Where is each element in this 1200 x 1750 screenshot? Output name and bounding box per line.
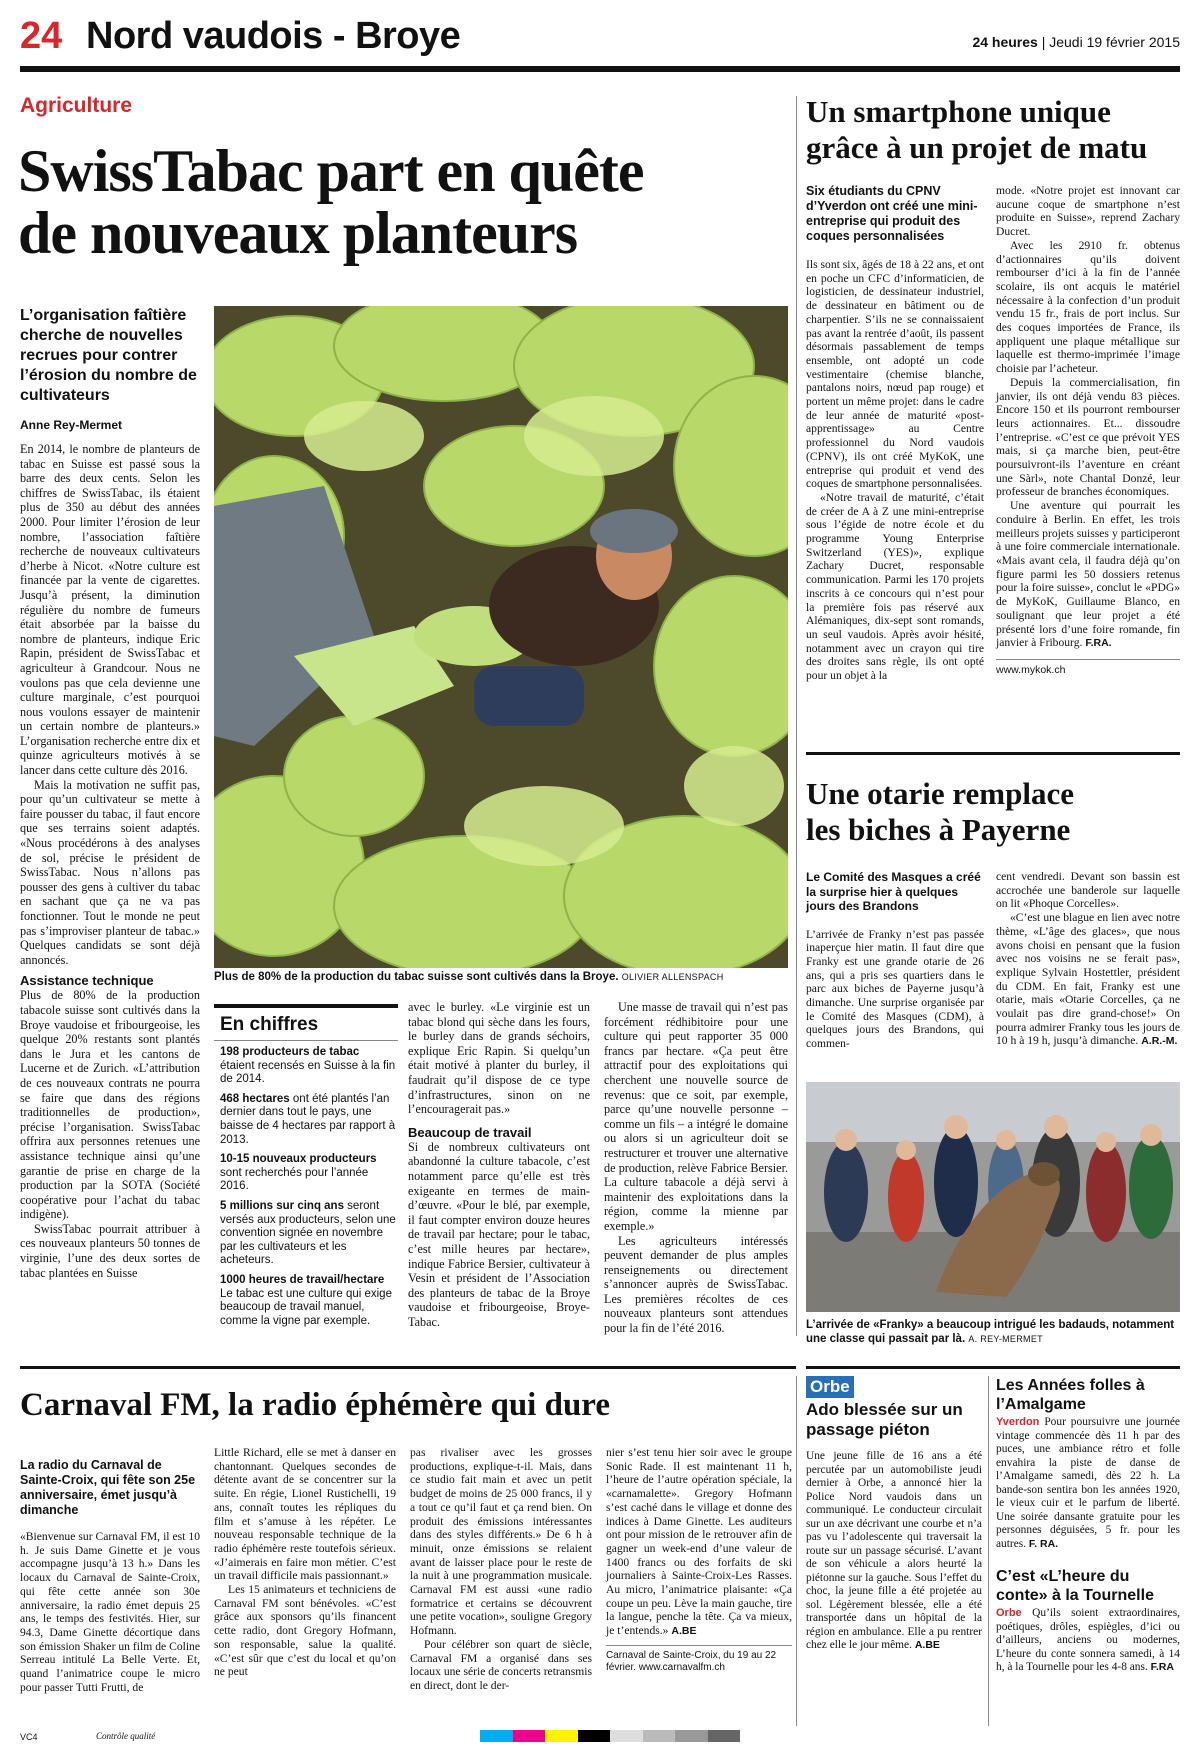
en-chiffres-title: En chiffres xyxy=(220,1014,319,1035)
article-paragraph xyxy=(996,1607,1180,1675)
signature: A.BE xyxy=(914,1639,940,1651)
headline-line-2: de nouveaux planteurs xyxy=(18,200,578,266)
otarie-caption xyxy=(806,1318,1180,1346)
en-chiffres-item xyxy=(220,1200,396,1268)
smartphone-url[interactable]: www.mykok.ch xyxy=(996,663,1066,676)
signature: F.RA xyxy=(1150,1661,1174,1673)
article-author: Anne Rey-Mermet xyxy=(20,418,123,432)
paragraph-text: Qu’ils soient extraordinaires, poétiques, drôles, espiègles, d’ici ou d’ailleurs, anciens ou modernes, L’heure du conte sonnera samedi, à 14 h, à la Tournelle pour les 4-8 ans. xyxy=(996,1607,1180,1673)
article-paragraph xyxy=(996,911,1180,1049)
en-chiffres-text: sont recherchés pour l’année 2016. xyxy=(220,1166,369,1193)
smartphone-lead: Six étudiants du CPNV d’Yverdon ont créé une mini-entreprise qui produit des coques personnalisées xyxy=(806,184,978,243)
photo-caption-text: Plus de 80% de la production du tabac suisse sont cultivés dans la Broye. xyxy=(214,971,619,983)
paragraph-text: Pour poursuivre une journée vintage commencée dès 11 h par des puces, une ambiance rétro et folle envahira la piste de danse de l’Amalgame samedi, dès 22 h. La bande-son sentira bon les années 1920, le vieux cuir et le parfum de liberté. Une soirée dansante gratuite pour les personnes déguisées, 5 fr. pour les autres. xyxy=(996,1416,1180,1550)
en-chiffres-figure: 10-15 nouveaux producteurs xyxy=(220,1153,377,1166)
otarie-photo-illustration xyxy=(806,1082,1180,1312)
en-chiffres-item xyxy=(220,1153,396,1194)
url-rule xyxy=(996,659,1180,660)
info-rule xyxy=(606,1645,792,1646)
article-paragraph: pas rivaliser avec les grosses productions, explique-t-il. Mais, dans ce studio fait main et avec un petit budget de moins de 25 000 francs, il y a tout ce qu’il faut et ça rend bien. On produit des émissions intéressantes dans des styles différents.» De 6 h à minuit, onze émissions se relaient avant de laisser place pour le reste de la nuit à une programmation musicale. Carnaval FM est aussi «une radio formatrice et certains se découvrent une petite vocation», souligne Gregory Hofmann. xyxy=(410,1446,592,1638)
swatch xyxy=(610,1730,643,1742)
smartphone-col-1 xyxy=(806,184,984,683)
en-chiffres-figure: 5 millions sur cinq ans xyxy=(220,1199,344,1212)
otarie-photo xyxy=(806,1082,1180,1312)
signature: F.RA. xyxy=(1085,637,1112,650)
masthead-section: Nord vaudois - Broye xyxy=(86,15,461,57)
article-paragraph: L’arrivée de Franky n’est pas passée inaperçue hier matin. Il faut dire que Franky est une grande otarie de 26 ans, qui a pris ses quartiers dans le parc aux biches de Payerne jusqu’à dimanche. Une surprise organisée par le Comité des Masques (CDM), à quelques jours des Brandons, qui commen- xyxy=(806,927,984,1051)
carnaval-col-4 xyxy=(606,1446,792,1675)
separator: | xyxy=(1041,34,1050,50)
article-paragraph: Depuis la commercialisation, fin janvier, ils ont déjà vendu 83 pièces. Encore 150 et ils pourront rembourser leurs actionnaires. Et... dissoudre l’entreprise. «C’est ce que prévoit YES mais, si ça marche bien, peut-être poursuivront-ils l’aventure en créant une Sàrl», note Chantal Donzé, leur professeur de branches économiques. xyxy=(996,375,1180,499)
paper-name: 24 heures xyxy=(972,34,1038,50)
en-chiffres-figure: 468 hectares xyxy=(220,1092,290,1105)
article-paragraph: Ils sont six, âgés de 18 à 22 ans, et ont en poche un CFC d’informaticien, de logisticien, de dessinateur industriel, de dessinateur en bâtiment ou de charpentier. S’ils ne se connaissaient pas avant la rentrée d’août, ils passent désormais passablement de temps ensemble, ont adopté un code vestimentaire (chemise blanche, pantalons noirs, nœud pap rouge) et portent un même projet: dans le cadre de leur année de maturité «post-apprentissage» au Centre professionnel du Nord vaudois (CPNV), ils ont créé MyKoK, une entreprise qui produit et vend des coques de smartphone personnalisées. xyxy=(806,258,984,491)
article-subhead: Assistance technique xyxy=(20,973,154,989)
en-chiffres-box xyxy=(214,1004,398,1336)
headline-line-2: grâce à un projet de matu xyxy=(806,130,1148,165)
en-chiffres-figure: 198 producteurs de tabac xyxy=(220,1046,360,1058)
article-paragraph: cent vendredi. Devant son bassin est accrochée une banderole sur laquelle on lit «Phoque Corcelles». xyxy=(996,870,1180,911)
article-paragraph: En 2014, le nombre de planteurs de tabac en Suisse est passé sous la barre des deux cents. Selon les chiffres de SwissTabac, ils étaient plus de 350 au début des années 2000. Pour limiter l’érosion de leur nombre, l’association faîtière recherche de nouveaux cultivateurs d’herbe à Nicot. «Notre culture est financée par la vente de cigarettes. Jusqu’à présent, la diminution régulière du nombre de fumeurs était absorbée par la baisse du nombre de planteurs, indique Eric Rapin, président de SwissTabac et agriculteur à Grandcour. Nous ne voulons pas que cela devienne une culture marginale, c’est pourquoi nous voulons essayer de maintenir un certain nombre de planteurs.» L’organisation recherche entre dix et quinze agriculteurs motivés à se lancer dans cette culture dès 2016. xyxy=(20,442,200,778)
paragraph-text: «C’est une blague en lien avec notre thème, «L’âge des glaces», que nous avons choisi en pensant que la fusion avec nos voisins ne se ferait pas», explique Sylvain Hostettler, président du CDM. En fait, Franky est une otarie, mais «Otarie Corcelles, ça ne voulait pas dire grand-chose!» On pourra admirer Franky tous les jours de 10 h à 19 h, jusqu’à dimanche. xyxy=(996,911,1180,1048)
bottom-section-rule xyxy=(20,1366,796,1369)
headline-line-1: SwissTabac part en quête xyxy=(18,138,644,204)
swatch xyxy=(545,1730,578,1742)
en-chiffres-figure: 1000 heures de travail/hectare xyxy=(220,1273,385,1286)
en-chiffres-text: étaient recensés en Suisse à la fin de 2014. xyxy=(220,1059,396,1086)
page-date: Jeudi 19 février 2015 xyxy=(1049,34,1180,50)
carnaval-col-1 xyxy=(20,1458,200,1694)
article-col-1 xyxy=(20,306,200,1280)
box-top-rule xyxy=(214,1004,398,1008)
article-paragraph: Les agriculteurs intéressés peuvent demander de plus amples renseignements ou directement s’annoncer auprès de SwissTabac. Les premières récoltes de ces nouveaux planteurs sont attendues pour la fin de l’été 2016. xyxy=(604,1233,788,1336)
annees-folles-headline: Les Années folles à l’Amalgame xyxy=(996,1377,1145,1413)
article-paragraph: Little Richard, elle se met à danser en chantonnant. Quelques secondes de détente avant de se concentrer sur la suite. En régie, Lionel Rustichelli, 19 ans, connaît toutes les répliques du film et s’amuse à les répéter. Le nouveau responsable technique de la radio éphémère reste toutefois sérieux. «J’aimerais en faire mon métier. C’est un travail difficile mais passionnant.» xyxy=(214,1446,396,1583)
carnaval-info: Carnaval de Sainte-Croix, du 19 au 22 février. www.carnavalfm.ch xyxy=(606,1649,777,1674)
color-bar xyxy=(480,1730,740,1742)
footer-page: VC4 xyxy=(20,1732,38,1742)
carnaval-lead: La radio du Carnaval de Sainte-Croix, qui fête son 25e anniversaire, émet jusqu’à dimanche xyxy=(20,1458,196,1517)
swatch xyxy=(513,1730,546,1742)
column-divider xyxy=(796,96,797,1336)
otarie-col-1 xyxy=(806,870,984,1051)
headline-line-1: Un smartphone unique xyxy=(806,94,1111,129)
en-chiffres-item xyxy=(220,1093,396,1147)
paragraph-text: Une jeune fille de 16 ans a été percutée par un automobiliste jeudi dernier à Orbe, a annoncé hier la Police Nord vaudois dans un communiqué. Le conducteur circulait sur un axe décrivant une courbe et n’a pas vu l’adolescente qui traversait la route sur un passage sécurisé. L’avant de son véhicule a alors heurté la piétonne sur la gauche. Sous l’effet du choc, la jeune fille a été projetée au sol. Légèrement blessée, elle a été transportée dans un hôpital de la région en ambulance. Elle a pu rentrer chez elle le jour même. xyxy=(806,1450,982,1651)
article-paragraph: «Bienvenue sur Carnaval FM, il est 10 h. Je suis Dame Ginette et je vous accompagne jusqu’à 13 h.» Dans les locaux du Carnaval de Sainte-Croix, qui fête cette année son 30e anniversaire, la radio émet depuis 25 ans, le temps des festivités. Hier, sur 94.3, Dame Ginette décortique dans son émission Shaker un film de Coline Serreau intitulé La Belle Verte. Et, quand l’animatrice coupe le micro pour passer Tutti Frutti, de xyxy=(20,1530,200,1694)
article-paragraph: Les 15 animateurs et techniciens de Carnaval FM sont bénévoles. «C’est grâce aux sponsors qu’ils financent cette radio, dont Gregory Hofmann, son responsable, salue la qualité. «C’est sûr que c’est du local et qu’on ne peut xyxy=(214,1583,396,1679)
smartphone-headline xyxy=(806,94,1186,166)
footer-control: Contrôle qualité xyxy=(96,1731,156,1741)
bottom-section-rule-right xyxy=(806,1366,1180,1369)
article-paragraph: Si de nombreux cultivateurs ont abandonné la culture tabacole, c’est notamment parce qu’elle est très exigeante en termes de main-d’œuvre. «Pour le blé, par exemple, il faut compter environ douze heures de travail par hectare; pour le tabac, c’est mille heures par hectare», indique Fabrice Bersier, cultivateur à Vesin et président de l’Association des planteurs de tabac de la Broye vaudoise et fribourgeoise, Broye-Tabac. xyxy=(408,1139,590,1329)
otarie-caption-text: L’arrivée de «Franky» a beaucoup intrigué les badauds, notamment une classe qui passait par là. xyxy=(806,1319,1175,1345)
orbe-article xyxy=(806,1376,982,1653)
en-chiffres-text: ont été plantés l’an dernier dans tout le pays, une baisse de 4 hectares par rapport à 2013. xyxy=(220,1092,396,1146)
orbe-kicker: Orbe xyxy=(806,1376,854,1398)
otarie-credit: A. REY-MERMET xyxy=(968,1334,1043,1344)
article-col-4 xyxy=(604,1000,788,1336)
orbe-headline: Ado blessée sur un passage piéton xyxy=(806,1400,963,1439)
article-paragraph: Mais la motivation ne suffit pas, pour qu’un cultivateur se mette à faire pousser du tabac, il faut encore que ses terrains soient adaptés. «Nous procédérons à des analyses de sol, précise le président de SwissTabac. Nous n’allons pas pousser des gens à cultiver du tabac en sachant que ça ne va pas fonctionner. Tout le monde ne peut pas s’improviser planteur de tabac.» Quelques candidats se sont déjà annoncés. xyxy=(20,777,200,967)
annees-folles-article xyxy=(996,1376,1180,1675)
carnaval-col-3 xyxy=(410,1446,592,1693)
article-paragraph: «Notre travail de maturité, c’était de créer de A à Z une mini-entreprise sous l’égide de notre école et du programme Young Enterprise Switzerland (YES)», explique Zachary Ducret, responsable communication. Parmi les 170 projets inscrits à ce concours qui n’est pour la première fois pas réservé aux Alémaniques, dix-sept sont romands, un seul vaudois. Après avoir hésité, notamment avec un crayon qui tire des droites sans règle, ils ont opté pour un objet à la xyxy=(806,490,984,683)
article-paragraph xyxy=(996,499,1180,651)
article-subhead: Beaucoup de travail xyxy=(408,1124,532,1140)
photo-caption xyxy=(214,970,794,984)
heure-conte-headline: C’est «L’heure du conte» à la Tournelle xyxy=(996,1568,1154,1604)
en-chiffres-item xyxy=(220,1046,396,1087)
otarie-col-2 xyxy=(996,870,1180,1049)
en-chiffres-list xyxy=(220,1046,396,1334)
headline-line-2: les biches à Payerne xyxy=(806,812,1071,847)
article-col-3 xyxy=(408,1000,590,1329)
article-paragraph: Une masse de travail qui n’est pas forcément rédhibitoire pour une culture qui peut rapporter 35 000 francs par hectare. «Ça peut être attractif pour des exploitations qui cherchent une nouvelle source de revenus: que ce soit, par exemple, parce qu’une nouvelle personne – comme un fils – a intégré le domaine ou alors si un agriculteur doit se restructurer et trouver une alternative de production, relève Fabrice Bersier. La culture tabacole a déjà servi à maintenir des exploitations dans la région, comme la mienne par exemple.» xyxy=(604,1000,788,1233)
signature: F. RA. xyxy=(1028,1537,1059,1550)
article-paragraph: mode. «Notre projet est innovant car aucune coque de smartphone n’est produite en Suisse», reprend Zachary Ducret. xyxy=(996,184,1180,239)
swatch xyxy=(578,1730,611,1742)
paragraph-text: nier s’est tenu hier soir avec le groupe Sonic Rade. Il est maintenant 11 h, l’heure de l’autre opération spéciale, la «carnamalette». Gregory Hofmann s’est caché dans le village et donne des indices à Dame Ginette. Les auditeurs ont pour mission de le retrouver afin de gagner un week-end d’une valeur de 1400 francs ou des forfaits de ski journaliers à Sainte-Croix-Les Rasses. Au micro, l’animatrice plaisante: «Ça coupe un peu. Lève la main gauche, tire la langue, penche la tête. Ça va mieux, je t’entends.» xyxy=(606,1446,792,1638)
masthead-rule xyxy=(20,66,1180,72)
place-tag: Yverdon xyxy=(996,1416,1040,1428)
article-paragraph: Pour célébrer son quart de siècle, Carnaval FM a organisé dans ses locaux une série de concerts retransmis en direct, dont le der- xyxy=(410,1637,592,1692)
article-kicker: Agriculture xyxy=(20,94,133,117)
article-paragraph: SwissTabac pourrait attribuer à ces nouveaux planteurs 50 tonnes de virginie, l’une des deux sortes de tabac plantées en Suisse xyxy=(20,1221,200,1280)
masthead xyxy=(20,14,1180,64)
headline-line-1: Une otarie remplace xyxy=(806,776,1074,811)
en-chiffres-text: Le tabac est une culture qui exige beaucoup de travail manuel, comme la vigne par exemple. xyxy=(220,1287,392,1327)
swatch xyxy=(708,1730,741,1742)
article-paragraph: Avec les 2910 fr. obtenus d’actionnaires qu’ils doivent rembourser d’ici à la fin de l’année scolaire, ils ont acquis le matériel nécessaire à la confection d’un produit vendu 15 fr., frais de port inclus. Sur des coques importées de France, ils appliquent une plaque métallique sur laquelle est thermo-imprimée l’image choisie par l’acheteur. xyxy=(996,238,1180,376)
article-paragraph xyxy=(606,1446,792,1639)
column-divider xyxy=(796,1376,797,1726)
swatch xyxy=(643,1730,676,1742)
signature: A.BE xyxy=(671,1625,697,1638)
article-lead: L’organisation faîtière cherche de nouvelles recrues pour contrer l’érosion du nombre de cultivateurs xyxy=(20,307,197,404)
swatch xyxy=(480,1730,513,1742)
article-paragraph: avec le burley. «Le virginie est un tabac blond qui sèche dans les fours, le burley dans de grands séchoirs, explique Eric Rapin. Si quelqu’un était motivé à planter du burley, il faudrait qu’il dispose de ce type d’infrastructures, sinon on ne l’encouragerait pas.» xyxy=(408,1000,590,1117)
tobacco-photo-illustration xyxy=(214,306,788,968)
article-paragraph xyxy=(806,1450,982,1653)
article-paragraph: Plus de 80% de la production tabacole suisse sont cultivés dans la Broye vaudoise et fribourgeoise, les quelque 20% restants sont plantés dans le Jura et les cantons de Lucerne et de Zurich. «L’attribution de ces nouveaux contrats ne pourra se faire que dans des régions traditionnelles de production», précise l’organisation. SwissTabac offrira aux personnes retenues une assistance technique ainsi qu’une garantie de prise en charge de la production par la SOTA (Société coopérative pour l’achat du tabac indigène). xyxy=(20,988,200,1222)
place-tag: Orbe xyxy=(996,1607,1022,1619)
masthead-paper xyxy=(972,34,1180,50)
carnaval-headline: Carnaval FM, la radio éphémère qui dure xyxy=(20,1387,611,1423)
column-divider xyxy=(988,1376,989,1726)
signature: A.R.-M. xyxy=(1141,1035,1178,1048)
otarie-lead: Le Comité des Masques a créé la surprise hier à quelques jours des Brandons xyxy=(806,870,981,913)
carnaval-col-2 xyxy=(214,1446,396,1679)
box-rule xyxy=(214,1040,398,1041)
swatch xyxy=(675,1730,708,1742)
en-chiffres-item xyxy=(220,1274,396,1328)
article-paragraph xyxy=(996,1416,1180,1551)
smartphone-col-2 xyxy=(996,184,1180,676)
section-rule xyxy=(806,752,1180,755)
article-headline xyxy=(18,140,788,264)
photo-credit: OLIVIER ALLENSPACH xyxy=(621,972,724,982)
en-chiffres-text: seront versés aux producteurs, selon une convention signée en novembre par les cultivateurs et les acheteurs. xyxy=(220,1199,396,1267)
masthead-number: 24 xyxy=(20,15,63,57)
otarie-headline xyxy=(806,776,1186,848)
tobacco-photo xyxy=(214,306,788,968)
paragraph-text: Une aventure qui pourrait les conduire à Berlin. En effet, les trois meilleurs projets suisses y participeront à une foire commerciale internationale. «Mais avant cela, il faudra déjà qu’on figure parmi les 50 dossiers retenus pour la foire suisse», conclut le «PDG» de MyKoK, Guillaume Blanco, en soulignant que leur projet a été présenté lors d’une foire romande, fin janvier à Fribourg. xyxy=(996,499,1180,650)
